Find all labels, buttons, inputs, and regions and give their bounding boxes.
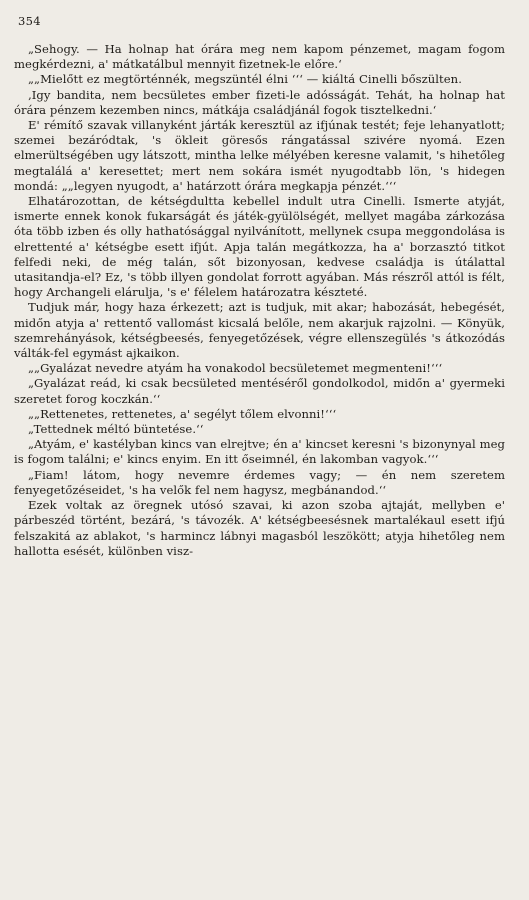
paragraph: „„Mielőtt ez megtörténnék, megszüntél élni ‘‘‘ — kiáltá Cinelli bőszülten. xyxy=(28,72,462,87)
paragraph: Elhatározottan, de kétségdultta kebellel indult utra Cinelli. Ismerte atyját, ismerte ennek konok fukarságát és játék-gyülölségét, mellyet magába zárkozása óta több izben és olly hathatósággal nyilvánított, mellynek csupa meggondolása is elrettenté a' kétségbe esett ifjút. Apja talán megátkozza, ha a' borzasztó titkot felfedi neki, de még talán, sőt bizonyosan, kedvese családja is útálattal utasitandja-el? Ez, 's több illyen gondolat forrott agyában. Más részről attól is félt, hogy Archangeli elárulja, 's e' félelem határozatra készteté. xyxy=(14,194,505,300)
paragraph: E' rémítő szavak villanyként járták keresztül az ifjúnak testét; feje lehanyatlott; szemei bezáródtak, 's ökleit göresős rángatással szivére nyomá. Ezen elmerültségében ugy látszott, mintha lelke mélyében keresne valamit, 's hihetőleg megtalálá a' keresettet; mert nem sokára ismét nyugodtabb lön, 's hidegen mondá: „„legyen nyugodt, a' határzott órára megkapja pénzét.‘‘‘ xyxy=(14,118,505,193)
page-body xyxy=(14,42,505,559)
paragraph: Tudjuk már, hogy haza érkezett; azt is tudjuk, mit akar; habozását, hebegését, midőn atyja a' rettentő vallomást kicsalá belőle, nem akarjuk rajzolni. — Könyük, szemrehányások, kétségbeesés, fenyegetőzések, végre ellenszegülés 's átkozódás válták-fel egymást ajkaikon. xyxy=(14,300,505,361)
paragraph: „Gyalázat reád, ki csak becsületed mentéséről gondolkodol, midőn a' gyermeki szeretet forog koczkán.‘‘ xyxy=(14,376,505,406)
page-number: 354 xyxy=(18,14,41,28)
paragraph: „Sehogy. — Ha holnap hat órára meg nem kapom pénzemet, magam fogom megkérdezni, a' mátkatálbul mennyit fizetnek-le előre.‘ xyxy=(14,42,505,72)
paragraph: „Tettednek méltó büntetése.‘‘ xyxy=(28,422,204,437)
paragraph: Ezek voltak az öregnek utósó szavai, ki azon szoba ajtaját, mellyben e' párbeszéd történt, bezárá, 's távozék. A' kétségbeesésnek martalékaul esett ifjú felszakitá az ablakot, 's harmincz lábnyi magasból leszökött; atyja hihetőleg nem hallotta esését, különben visz- xyxy=(14,498,505,558)
paragraph: „Atyám, e' kastélyban kincs van elrejtve; én a' kincset keresni 's bizonynyal meg is fogom találni; e' kincs enyim. En itt őseimnél, én lakomban vagyok.‘‘‘ xyxy=(14,437,505,467)
paragraph: „„Rettenetes, rettenetes, a' segélyt tőlem elvonni!‘‘‘ xyxy=(28,406,337,421)
paragraph: „Fiam! látom, hogy nevemre érdemes vagy; — én nem szeretem fenyegetőzéseidet, 's ha velők fel nem hagysz, megbánandod.‘‘ xyxy=(14,467,505,497)
paragraph: ‚Igy bandita, nem becsületes ember fizeti-le adósságát. Tehát, ha holnap hat órára pénzem kezemben nincs, mátkája családjánál fogok tisztelkedni.‘ xyxy=(14,87,505,117)
paragraph: „„Gyalázat nevedre atyám ha vonakodol becsületemet megmenteni!‘‘‘ xyxy=(28,361,443,376)
